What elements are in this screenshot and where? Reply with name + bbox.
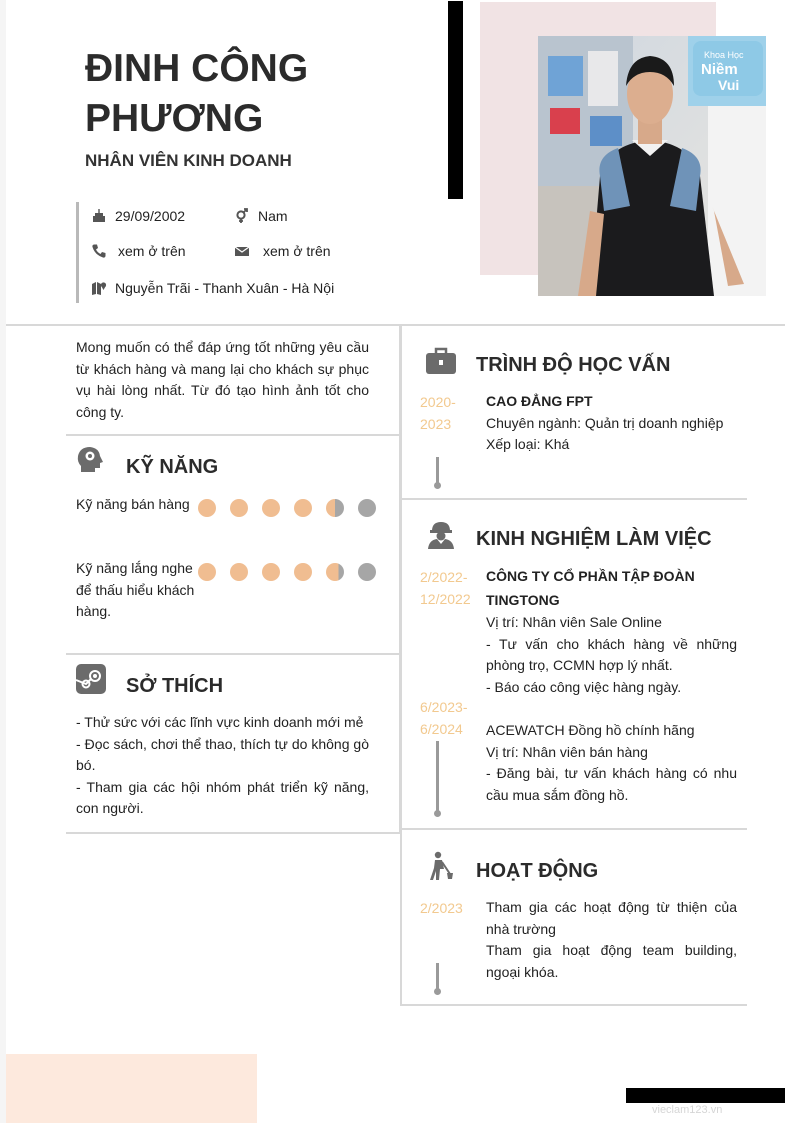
experience-duty-1-1: - Tư vấn cho khách hàng về những phòng trọ, CCMN hợp lý nhất. xyxy=(486,635,737,673)
contact-block xyxy=(76,202,426,303)
rating-dot xyxy=(198,499,216,517)
activities-divider xyxy=(401,1004,747,1006)
education-rank: Xếp loại: Khá xyxy=(486,436,570,452)
timeline-line xyxy=(436,457,439,485)
timeline-dot xyxy=(434,988,441,995)
rating-dot-empty xyxy=(358,499,376,517)
experience-duty-1-2: - Báo cáo công việc hàng ngày. xyxy=(486,678,682,695)
experience-period-2: 6/2023-6/2024 xyxy=(420,699,468,737)
contact-birthday xyxy=(91,208,185,224)
experience-position-1: Vị trí: Nhân viên Sale Online xyxy=(486,614,662,630)
education-entry xyxy=(486,391,737,456)
gender-icon xyxy=(234,208,250,224)
contact-address xyxy=(91,280,334,296)
contact-gender xyxy=(234,208,288,224)
skills-title: KỸ NĂNG xyxy=(126,456,219,478)
experience-title: KINH NGHIỆM LÀM VIỆC xyxy=(476,528,712,550)
experience-divider xyxy=(401,828,747,830)
activities-line-1: Tham gia các hoạt động từ thiện của nhà trường xyxy=(486,899,737,937)
timeline-line xyxy=(436,963,439,991)
experience-entry-1 xyxy=(486,565,737,698)
candidate-name: ĐINH CÔNG PHƯƠNG xyxy=(85,47,309,140)
rating-dot-half xyxy=(326,499,344,517)
skill-name-sales: Kỹ năng bán hàng xyxy=(76,496,190,512)
birthday-value: 29/09/2002 xyxy=(115,208,186,224)
rating-dot-empty xyxy=(358,563,376,581)
rating-dot xyxy=(262,563,280,581)
briefcase-icon xyxy=(425,345,457,377)
activities-line-2: Tham gia hoạt động team building, ngoại khóa. xyxy=(486,942,737,980)
education-divider xyxy=(401,498,747,500)
phone-value: xem ở trên xyxy=(118,243,186,259)
education-period: 2020-2023 xyxy=(420,394,456,432)
job-title: NHÂN VIÊN KINH DOANH xyxy=(85,151,292,170)
experience-position-2: Vị trí: Nhân viên bán hàng xyxy=(486,743,648,760)
decor-peach-block xyxy=(6,1054,257,1123)
experience-period-1: 2/2022-12/2022 xyxy=(420,569,471,607)
gender-value: Nam xyxy=(258,208,288,224)
skill-rating-sales xyxy=(198,499,376,517)
rating-dot xyxy=(294,499,312,517)
contact-phone xyxy=(91,243,186,259)
experience-company-1: CÔNG TY CỔ PHẦN TẬP ĐOÀN TINGTONG xyxy=(486,568,695,608)
photo-sign-text-1: Khoa Học xyxy=(704,50,744,60)
photo-sign-text-2: Niềm xyxy=(701,61,738,78)
experience-company-2: ACEWATCH Đồng hồ chính hãng xyxy=(486,722,695,738)
timeline-dot xyxy=(434,810,441,817)
skill-rating-listening xyxy=(198,563,376,581)
head-gear-icon xyxy=(75,444,107,476)
decor-black-bar xyxy=(448,1,463,199)
hobbies-title: SỞ THÍCH xyxy=(126,675,224,697)
rating-dot xyxy=(198,563,216,581)
education-title: TRÌNH ĐỘ HỌC VẤN xyxy=(476,354,671,376)
phone-icon xyxy=(91,243,107,259)
column-divider-right xyxy=(400,326,402,1006)
objective-divider xyxy=(66,434,400,436)
watermark-text: vieclam123.vn xyxy=(652,1104,723,1116)
envelope-icon xyxy=(234,243,250,259)
activities-entry xyxy=(486,897,737,983)
profile-photo xyxy=(538,36,766,296)
rating-dot xyxy=(262,499,280,517)
rating-dot-partial xyxy=(326,563,344,581)
timeline-dot xyxy=(434,482,441,489)
experience-duty-2-1: - Đăng bài, tư vấn khách hàng có nhu cầu mua sắm đồng hồ. xyxy=(486,765,737,803)
education-major: Chuyên ngành: Quản trị doanh nghiệp xyxy=(486,414,724,431)
career-objective: Mong muốn có thể đáp ứng tốt những yêu cầu từ khách hàng và mang lại cho khách sự phục vụ hài lòng nhất. Từ đó tạo hình ảnh tốt cho công ty. xyxy=(76,339,369,420)
hobbies-divider xyxy=(66,832,400,834)
rating-dot xyxy=(230,499,248,517)
experience-entry-2 xyxy=(486,720,737,806)
skill-name-listening: Kỹ năng lắng nghe để thấu hiểu khách hàng. xyxy=(76,560,195,619)
hobbies-text: - Thử sức với các lĩnh vực kinh doanh mới mẻ - Đọc sách, chơi thể thao, thích tự do không gò bó. - Tham gia các hội nhóm phát triển kỹ năng, con người. xyxy=(76,714,369,816)
steam-icon xyxy=(75,663,107,695)
photo-sign-text-3: Vui xyxy=(718,77,740,93)
volunteer-icon xyxy=(425,850,457,882)
contact-email xyxy=(234,243,331,259)
worker-icon xyxy=(425,518,457,550)
education-school: CAO ĐẲNG FPT xyxy=(486,393,593,409)
address-value: Nguyễn Trãi - Thanh Xuân - Hà Nội xyxy=(115,280,335,296)
email-value: xem ở trên xyxy=(263,243,331,259)
rating-dot xyxy=(294,563,312,581)
activities-title: HOẠT ĐỘNG xyxy=(476,860,599,882)
header-divider xyxy=(6,324,785,326)
activities-period: 2/2023 xyxy=(420,900,463,916)
cake-icon xyxy=(91,208,107,224)
map-marker-icon xyxy=(91,280,107,296)
page-left-edge xyxy=(0,0,6,1123)
timeline-line xyxy=(436,741,439,813)
decor-footer-bar xyxy=(626,1088,785,1103)
skills-divider xyxy=(66,653,400,655)
rating-dot xyxy=(230,563,248,581)
